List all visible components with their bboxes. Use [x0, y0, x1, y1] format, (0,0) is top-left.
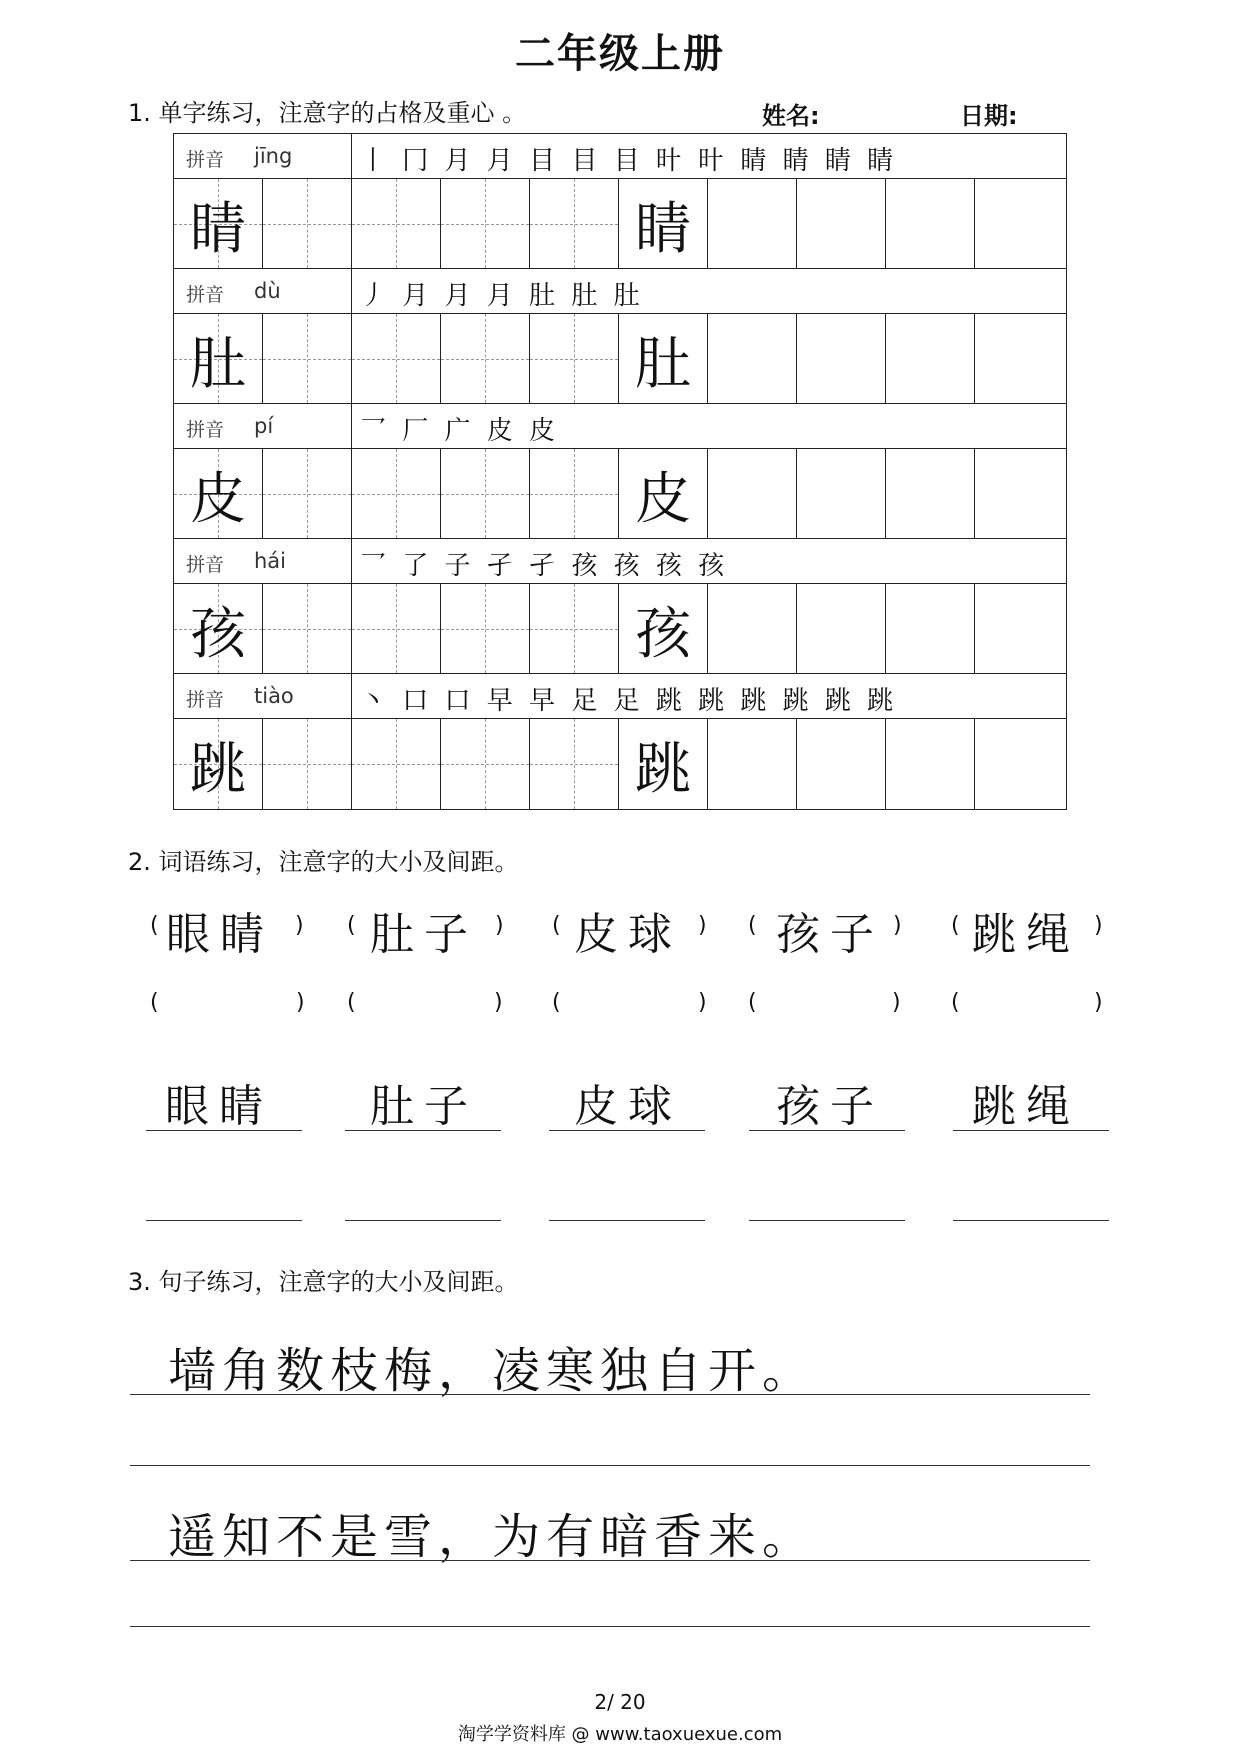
- pinyin-label: 拼音: [186, 689, 225, 711]
- tracing-cell[interactable]: [352, 719, 441, 809]
- paren-close: ): [495, 913, 504, 938]
- word-model: 眼睛: [166, 909, 274, 960]
- pinyin-text: pí: [254, 414, 274, 438]
- tracing-cell[interactable]: [352, 179, 441, 268]
- model-character: 孩: [190, 602, 246, 667]
- sentence-model: 墙角数枝梅，凌寒独自开。: [168, 1343, 817, 1399]
- word-writing-line[interactable]: [549, 1220, 705, 1221]
- word-underline: [549, 1130, 705, 1131]
- copy-model-cell: [619, 449, 708, 538]
- copy-model-cell: [619, 314, 708, 403]
- stroke-order: 丿 月 月 月 肚 肚 肚: [360, 281, 644, 311]
- blank-cell[interactable]: [797, 314, 886, 403]
- model-character: 睛: [190, 197, 246, 262]
- row-divider: [351, 269, 352, 313]
- writing-row: [174, 584, 1066, 674]
- copy-model-character: 跳: [635, 737, 691, 802]
- model-cell: [174, 449, 263, 538]
- tracing-cell[interactable]: [441, 584, 530, 673]
- blank-cell[interactable]: [708, 449, 797, 538]
- model-character: 跳: [190, 737, 246, 802]
- sentence-writing-line[interactable]: [130, 1626, 1090, 1627]
- paren-open: (: [150, 913, 159, 938]
- page-number: 2/ 20: [594, 1690, 646, 1714]
- stroke-order: 丶 口 口 早 早 足 足 跳 跳 跳 跳 跳 跳: [360, 686, 898, 716]
- pinyin-label: 拼音: [186, 554, 225, 576]
- writing-row: [174, 314, 1066, 404]
- blank-cell[interactable]: [708, 584, 797, 673]
- section1-label: 1. 单字练习，注意字的占格及重心 。: [128, 99, 527, 127]
- pinyin-label: 拼音: [186, 284, 225, 306]
- pinyin-paren-close: ): [296, 990, 305, 1015]
- blank-cell[interactable]: [708, 179, 797, 268]
- blank-cell[interactable]: [886, 719, 975, 809]
- stroke-order: 乛 了 子 孑 孑 孩 孩 孩 孩: [360, 551, 729, 581]
- copy-model-character: 孩: [635, 602, 691, 667]
- paren-open: (: [347, 913, 356, 938]
- blank-cell[interactable]: [975, 449, 1064, 538]
- word-underline: [953, 1130, 1109, 1131]
- tracing-cell[interactable]: [530, 584, 619, 673]
- copy-model-character: 皮: [635, 467, 691, 532]
- copy-model-character: 肚: [635, 332, 691, 397]
- tracing-cell[interactable]: [352, 584, 441, 673]
- word-copy: 皮球: [574, 1081, 682, 1132]
- pinyin-paren-close: ): [698, 990, 707, 1015]
- model-cell: [174, 719, 263, 809]
- sentence-model: 遥知不是雪，为有暗香来。: [168, 1509, 817, 1565]
- tracing-cell[interactable]: [441, 449, 530, 538]
- model-cell: [174, 179, 263, 268]
- tracing-cell[interactable]: [352, 314, 441, 403]
- blank-cell[interactable]: [975, 719, 1064, 809]
- writing-row: [174, 719, 1066, 809]
- blank-cell[interactable]: [886, 584, 975, 673]
- pinyin-paren-open: (: [552, 990, 561, 1015]
- blank-cell[interactable]: [708, 719, 797, 809]
- word-underline: [749, 1130, 905, 1131]
- row-divider: [351, 674, 352, 718]
- pinyin-paren-open: (: [951, 990, 960, 1015]
- pinyin-label: 拼音: [186, 419, 225, 441]
- word-writing-line[interactable]: [749, 1220, 905, 1221]
- row-divider: [351, 539, 352, 583]
- paren-open: (: [951, 913, 960, 938]
- word-model: 皮球: [574, 909, 682, 960]
- pinyin-text: jīng: [254, 144, 293, 168]
- stroke-order: 丨 冂 月 月 目 目 目 旪 旪 睛 睛 睛 睛: [360, 146, 898, 176]
- tracing-cell[interactable]: [441, 719, 530, 809]
- pinyin-row: [174, 134, 1066, 179]
- paren-close: ): [698, 913, 707, 938]
- paren-close: ): [1094, 913, 1103, 938]
- blank-cell[interactable]: [975, 584, 1064, 673]
- word-writing-line[interactable]: [953, 1220, 1109, 1221]
- tracing-cell[interactable]: [352, 449, 441, 538]
- pinyin-paren-close: ): [494, 990, 503, 1015]
- word-model: 孩子: [776, 909, 884, 960]
- sentence-underline: [130, 1560, 1090, 1561]
- pinyin-paren-open: (: [748, 990, 757, 1015]
- tracing-cell[interactable]: [263, 314, 352, 403]
- paren-open: (: [748, 913, 757, 938]
- tracing-cell[interactable]: [263, 584, 352, 673]
- footer-source: 淘学学资料库 @ www.taoxuexue.com: [457, 1724, 783, 1745]
- sentence-underline: [130, 1394, 1090, 1395]
- date-label: 日期:: [960, 102, 1018, 130]
- pinyin-text: tiào: [254, 684, 294, 708]
- model-cell: [174, 584, 263, 673]
- writing-row: [174, 449, 1066, 539]
- blank-cell[interactable]: [797, 719, 886, 809]
- row-divider: [351, 404, 352, 448]
- tracing-cell[interactable]: [263, 179, 352, 268]
- tracing-cell[interactable]: [530, 449, 619, 538]
- pinyin-paren-close: ): [1094, 990, 1103, 1015]
- tracing-cell[interactable]: [263, 719, 352, 809]
- tracing-cell[interactable]: [441, 314, 530, 403]
- pinyin-text: dù: [254, 279, 281, 303]
- blank-cell[interactable]: [797, 179, 886, 268]
- pinyin-label: 拼音: [186, 149, 225, 171]
- word-writing-line[interactable]: [146, 1220, 302, 1221]
- pinyin-row: [174, 539, 1066, 584]
- paren-open: (: [552, 913, 561, 938]
- copy-model-cell: [619, 584, 708, 673]
- blank-cell[interactable]: [708, 314, 797, 403]
- word-underline: [146, 1130, 302, 1131]
- blank-cell[interactable]: [886, 314, 975, 403]
- word-copy: 跳绳: [972, 1081, 1080, 1132]
- blank-cell[interactable]: [886, 449, 975, 538]
- copy-model-cell: [619, 179, 708, 268]
- section2-label: 2. 词语练习，注意字的大小及间距。: [128, 848, 519, 876]
- word-copy: 眼睛: [165, 1081, 273, 1132]
- copy-model-character: 睛: [635, 197, 691, 262]
- pinyin-row: [174, 269, 1066, 314]
- tracing-cell[interactable]: [263, 449, 352, 538]
- word-underline: [345, 1130, 501, 1131]
- name-label: 姓名:: [762, 102, 820, 130]
- blank-cell[interactable]: [975, 179, 1064, 268]
- copy-model-cell: [619, 719, 708, 809]
- pinyin-paren-close: ): [892, 990, 901, 1015]
- blank-cell[interactable]: [797, 584, 886, 673]
- sentence-writing-line[interactable]: [130, 1465, 1090, 1466]
- blank-cell[interactable]: [975, 314, 1064, 403]
- model-character: 皮: [190, 467, 246, 532]
- tracing-cell[interactable]: [530, 179, 619, 268]
- row-divider: [351, 134, 352, 178]
- character-practice-grid: [173, 133, 1067, 810]
- pinyin-paren-open: (: [347, 990, 356, 1015]
- paren-close: ): [295, 913, 304, 938]
- pinyin-text: hái: [254, 549, 287, 573]
- pinyin-row: [174, 674, 1066, 719]
- pinyin-row: [174, 404, 1066, 449]
- stroke-order: 乛 厂 广 皮 皮: [360, 416, 560, 446]
- paren-close: ): [893, 913, 902, 938]
- word-model: 跳绳: [972, 909, 1080, 960]
- tracing-cell[interactable]: [530, 719, 619, 809]
- writing-row: [174, 179, 1066, 269]
- page-title: 二年级上册: [515, 31, 725, 77]
- word-copy: 肚子: [370, 1081, 478, 1132]
- model-cell: [174, 314, 263, 403]
- blank-cell[interactable]: [797, 449, 886, 538]
- pinyin-paren-open: (: [150, 990, 159, 1015]
- word-copy: 孩子: [776, 1081, 884, 1132]
- section3-label: 3. 句子练习，注意字的大小及间距。: [128, 1268, 519, 1296]
- tracing-cell[interactable]: [441, 179, 530, 268]
- tracing-cell[interactable]: [530, 314, 619, 403]
- blank-cell[interactable]: [886, 179, 975, 268]
- model-character: 肚: [190, 332, 246, 397]
- word-writing-line[interactable]: [345, 1220, 501, 1221]
- word-model: 肚子: [370, 909, 478, 960]
